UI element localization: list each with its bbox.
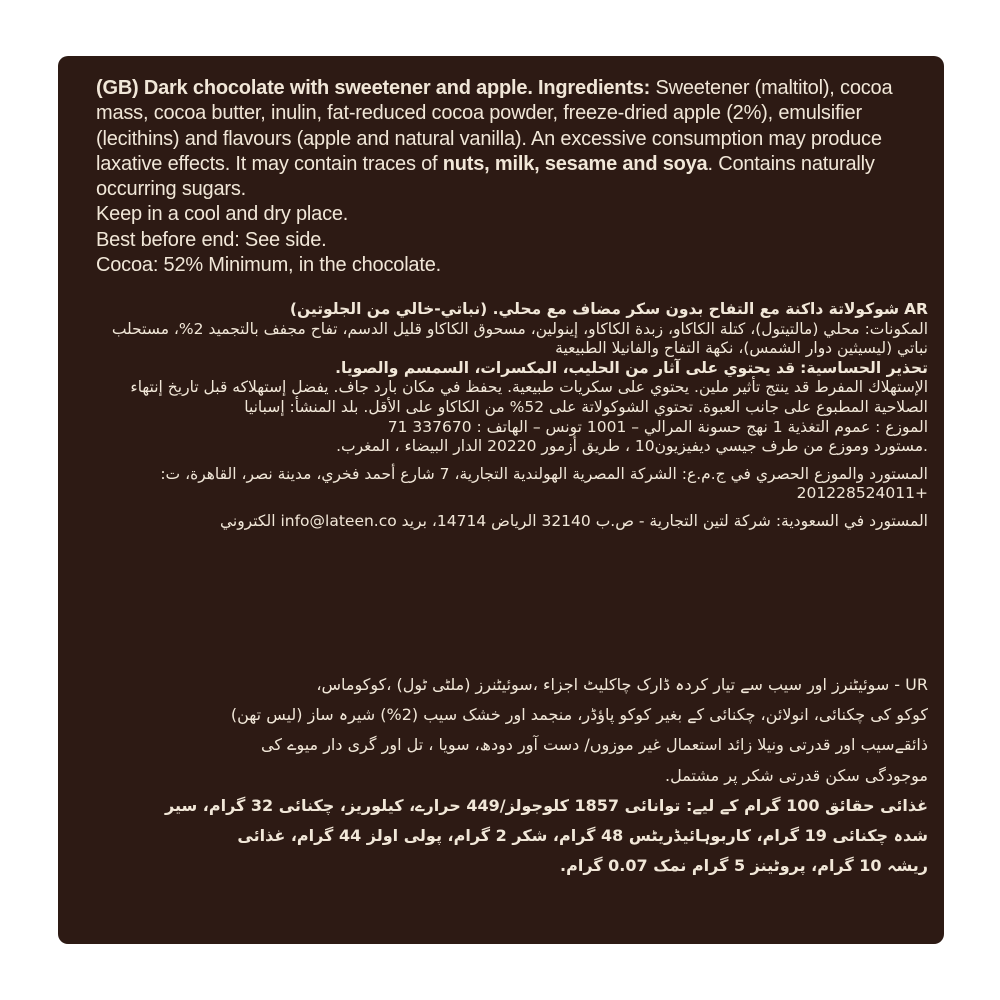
arabic-warning: الإستهلاك المفرط قد ينتج تأثير ملين. يحتوي على سكريات طبيعية. يحفظ في مكان بارد جاف. يفضل إستهلاكه قبل تاريخ إنتهاء الصلاحية المطبوع على جانب العبوة. تحتوي الشوكولاتة على 52% من الكاكاو على الأقل. بلد المنشأ: إسبانيا (130, 378, 928, 416)
english-ingredients-text: Sweetener (maltitol), cocoa mass, cocoa butter, inulin, fat-reduced cocoa powder, freeze-dried apple (2%), emulsifier (lecithins) and flavours (apple and natural vanilla). An excessive consumption may produce laxative effects. It may contain traces of (96, 77, 893, 175)
english-best-before: Best before end: See side. (96, 228, 327, 251)
urdu-line-3: ذائقےسیب اور قدرتی ونیلا زائد استعمال غیر موزوں/ دست آور دودھ، سویا ، تل اور گری دار میوے کی (261, 735, 928, 755)
urdu-nutrition-1-text: غذائی حقائق 100 گرام کے لیے: توانائی 1857 کلوجولز/449 حرارے، کیلوریز، چکنائی 32 گرام، سیر (165, 795, 928, 815)
urdu-nutrition-1 (88, 791, 928, 821)
arabic-product-title: شوكولاتة داكنة مع التفاح بدون سكر مضاف مع محلي. (نباتي-خالي من الجلوتين) (289, 300, 900, 318)
english-lang-code: (GB) (96, 77, 139, 99)
urdu-line-2: کوکو کی چکنائی، انولائن، چکنائی کے بغیر کوکو پاؤڈر، منجمد اور خشک سیب (2%) شیرہ ساز (لیس تھن) (230, 705, 928, 725)
arabic-lang-code: AR (904, 300, 928, 318)
urdu-nutrition-2-text: شدہ چکنائی 19 گرام، کاربوہائیڈریٹس 48 گرام، شکر 2 گرام، پولی اولز 44 گرام، غذائی (237, 826, 928, 846)
arabic-distributor-morocco: .مستورد وموزع من طرف جيسي ديفيزيون10 ، طريق أزمور 20220 الدار البيضاء ، المغرب. (336, 437, 928, 456)
urdu-nutrition-3 (88, 851, 928, 881)
urdu-line-4: موجودگی سکن قدرتی شکر پر مشتمل. (665, 765, 928, 785)
email-link[interactable]: info@lateen.co (280, 511, 397, 530)
arabic-section (88, 300, 928, 532)
urdu-line-1: UR - سوئیٹنرز اور سیب سے تیار کردہ ڈارک چاکلیٹ اجزاء ،سوئیٹنرز (ملٹی ٹول) ،کوکوماس، (316, 675, 928, 694)
arabic-allergy-label: تحذير الحساسية: (800, 358, 928, 377)
arabic-ingredients: المكونات: محلي (مالتيتول)، كتلة الكاكاو، زبدة الكاكاو، إينولين، مسحوق الكاكاو قليل الدسم، تفاح مجفف بالتجميد 2%، مستحلب نباتي (ليسيثين دوار الشمس)، نكهة التفاح والفانيلا الطبيعية (111, 319, 928, 358)
urdu-nutrition-2 (88, 821, 928, 851)
english-ingredients-paragraph (96, 76, 928, 202)
arabic-allergy-line (88, 359, 928, 379)
arabic-title-line (88, 300, 928, 320)
urdu-nutrition-3-text: ریشہ 10 گرام، پروٹینز 5 گرام نمک 0.07 گرام. (560, 856, 928, 876)
arabic-distributor-egypt: المستورد والموزع الحصري في ج.م.ع: الشركة المصرية الهولندية التجارية، 7 شارع أحمد فخري، مدينة نصر، القاهرة، ت: +201228524011 (160, 464, 928, 503)
english-contains-text: . Contains naturally occurring sugars. (96, 152, 875, 201)
english-allergens: nuts, milk, sesame and soya (442, 152, 708, 175)
english-product-title: Dark chocolate with sweetener and apple. (143, 77, 533, 99)
arabic-distributor-saudi-suffix: الكتروني (219, 511, 276, 530)
urdu-lang-code: UR (905, 675, 928, 694)
english-cocoa-content: Cocoa: 52% Minimum, in the chocolate. (96, 254, 441, 277)
arabic-distributor-saudi-prefix: المستورد في السعودية: شركة لتين التجارية - ص.ب 32140 الرياض 14714، بريد (401, 511, 928, 530)
arabic-distributor-tunisia: الموزع : عموم التغذية 1 نهج حسونة المرالي – 1001 تونس – الهاتف : 337670 71 (387, 417, 928, 436)
ingredients-panel (58, 56, 944, 944)
arabic-allergy-text: قد يحتوي على آثار من الحليب، المكسرات، السمسم والصويا. (335, 358, 796, 377)
urdu-line-1-text: سوئیٹنرز اور سیب سے تیار کردہ ڈارک چاکلیٹ اجزاء ،سوئیٹنرز (ملٹی ٹول) ،کوکوماس، (316, 675, 890, 694)
urdu-section (88, 670, 928, 881)
english-storage: Keep in a cool and dry place. (96, 203, 349, 226)
arabic-distributor-saudi (88, 512, 928, 532)
english-section (96, 76, 928, 278)
english-ingredients-label: Ingredients: (538, 77, 651, 99)
